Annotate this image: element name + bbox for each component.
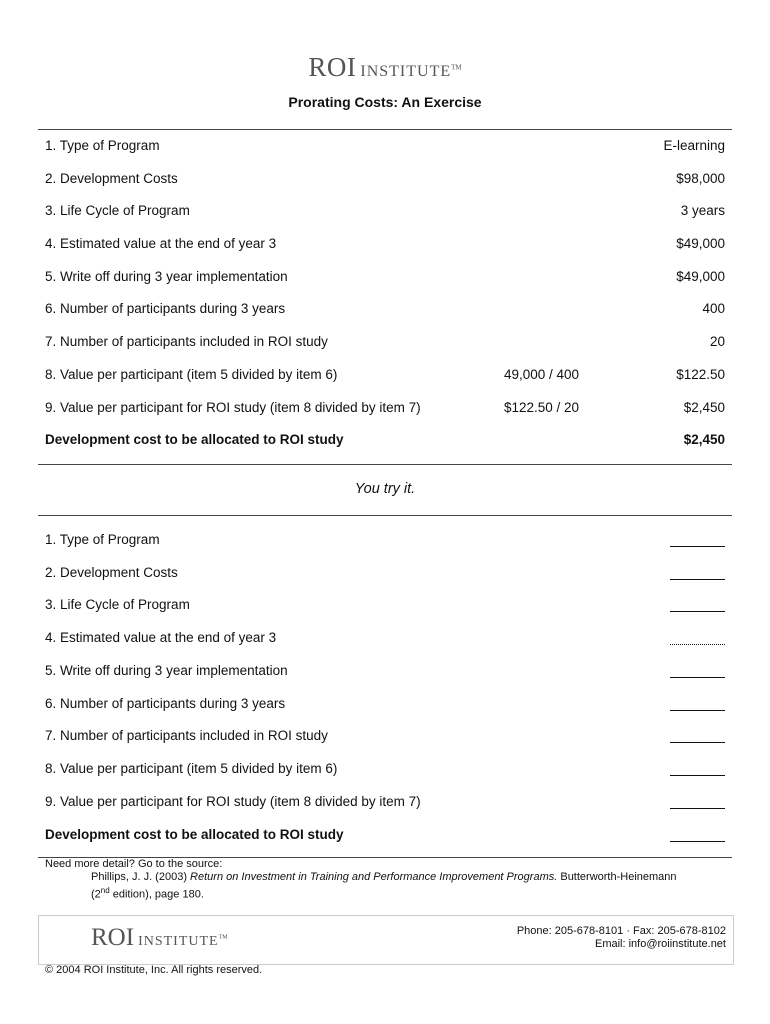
- example-row: [45, 332, 725, 352]
- row-value: E-learning: [663, 138, 725, 153]
- row-label: 6. Number of participants during 3 years: [45, 696, 286, 711]
- answer-blank[interactable]: [670, 644, 725, 645]
- logo-main-text: ROI: [308, 52, 357, 82]
- row-label: 4. Estimated value at the end of year 3: [45, 236, 277, 251]
- contact-info: [517, 925, 726, 951]
- exercise-total-row: [45, 825, 725, 845]
- row-label: 6. Number of participants during 3 years: [45, 301, 286, 316]
- footer-box: [38, 915, 734, 965]
- example-row: [45, 398, 725, 418]
- edition-superscript: nd: [100, 886, 110, 895]
- footer-logo-trademark: TM: [218, 934, 228, 941]
- row-label: 8. Value per participant (item 5 divided by item 6): [45, 367, 338, 382]
- logo-sub-text: INSTITUTE: [360, 63, 452, 80]
- row-label: 2. Development Costs: [45, 565, 178, 580]
- row-value: $49,000: [676, 269, 725, 284]
- row-label: 1. Type of Program: [45, 532, 160, 547]
- example-total-row: [45, 430, 725, 450]
- row-label: 9. Value per participant for ROI study (item 8 divided by item 7): [45, 794, 421, 809]
- row-value: 20: [709, 334, 725, 349]
- example-row: [45, 136, 725, 156]
- divider-middle: [38, 464, 732, 465]
- email-address[interactable]: Email: info@roiinstitute.net: [594, 938, 726, 950]
- footer-logo: [91, 924, 228, 952]
- row-label: 3. Life Cycle of Program: [45, 597, 190, 612]
- edition-prefix: (2: [91, 888, 101, 901]
- row-label: 5. Write off during 3 year implementation: [45, 269, 288, 284]
- total-label: Development cost to be allocated to ROI study: [45, 827, 344, 842]
- copyright-notice: © 2004 ROI Institute, Inc. All rights reserved.: [45, 964, 263, 976]
- row-calculation: 49,000 / 400: [504, 367, 580, 382]
- answer-blank[interactable]: [670, 546, 725, 547]
- answer-blank[interactable]: [670, 710, 725, 711]
- row-value: $122.50: [676, 367, 725, 382]
- exercise-row: [45, 563, 725, 583]
- example-row: [45, 299, 725, 319]
- exercise-row: [45, 759, 725, 779]
- answer-blank[interactable]: [670, 808, 725, 809]
- source-intro: Need more detail? Go to the source:: [45, 858, 223, 870]
- logo-trademark: TM: [451, 63, 462, 72]
- exercise-row: [45, 726, 725, 746]
- row-value: $2,450: [683, 400, 725, 415]
- example-row: [45, 201, 725, 221]
- answer-blank[interactable]: [670, 742, 725, 743]
- answer-blank[interactable]: [670, 611, 725, 612]
- divider-exercise: [38, 515, 732, 516]
- footer-logo-main: ROI: [91, 924, 135, 951]
- footer-logo-sub: INSTITUTE: [138, 934, 219, 949]
- page-title: Prorating Costs: An Exercise: [288, 94, 482, 110]
- answer-blank[interactable]: [670, 677, 725, 678]
- citation-edition: [45, 884, 735, 902]
- row-label: 7. Number of participants included in ROI study: [45, 728, 328, 743]
- row-label: 1. Type of Program: [45, 138, 160, 153]
- row-label: 5. Write off during 3 year implementation: [45, 663, 288, 678]
- answer-blank[interactable]: [670, 775, 725, 776]
- row-label: 8. Value per participant (item 5 divided by item 6): [45, 761, 338, 776]
- total-value: $2,450: [683, 432, 725, 447]
- example-row: [45, 169, 725, 189]
- source-citation: [45, 858, 735, 902]
- exercise-row: [45, 792, 725, 812]
- exercise-row: [45, 661, 725, 681]
- row-label: 3. Life Cycle of Program: [45, 203, 190, 218]
- roi-institute-logo: [0, 52, 770, 83]
- citation-publisher: Butterworth-Heinemann: [557, 871, 677, 883]
- exercise-row: [45, 595, 725, 615]
- divider-top: [38, 129, 732, 130]
- row-calculation: $122.50 / 20: [504, 400, 580, 415]
- row-value: $49,000: [676, 236, 725, 251]
- row-label: 9. Value per participant for ROI study (item 8 divided by item 7): [45, 400, 421, 415]
- row-value: 3 years: [680, 203, 725, 218]
- total-label: Development cost to be allocated to ROI study: [45, 432, 344, 447]
- exercise-heading: You try it.: [354, 481, 416, 497]
- exercise-row: [45, 694, 725, 714]
- exercise-row: [45, 530, 725, 550]
- exercise-row: [45, 628, 725, 648]
- answer-blank[interactable]: [670, 841, 725, 842]
- example-row: [45, 267, 725, 287]
- edition-suffix: edition), page 180.: [109, 888, 204, 901]
- row-label: 2. Development Costs: [45, 171, 178, 186]
- example-row: [45, 365, 725, 385]
- citation-text: [45, 871, 735, 884]
- example-row: [45, 234, 725, 254]
- citation-author: Phillips, J. J. (2003): [91, 871, 191, 883]
- row-value: 400: [702, 301, 725, 316]
- row-label: 7. Number of participants included in ROI study: [45, 334, 328, 349]
- citation-book-title: Return on Investment in Training and Performance Improvement Programs.: [190, 871, 558, 883]
- answer-blank[interactable]: [670, 579, 725, 580]
- row-label: 4. Estimated value at the end of year 3: [45, 630, 277, 645]
- row-value: $98,000: [676, 171, 725, 186]
- phone-fax: Phone: 205-678-8101 · Fax: 205-678-8102: [516, 925, 726, 937]
